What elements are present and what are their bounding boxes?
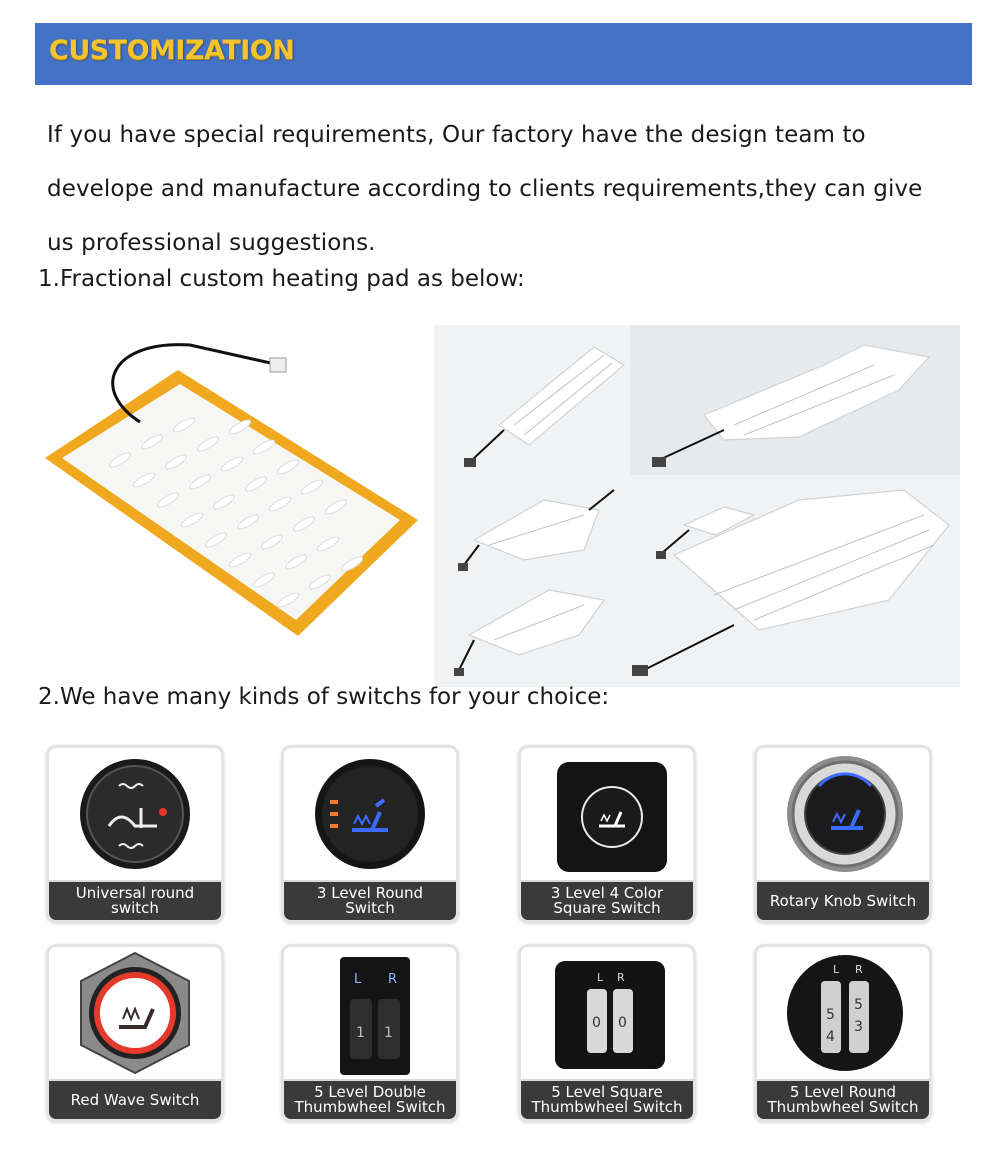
- svg-text:4: 4: [826, 1029, 835, 1045]
- switch-label: 3 Level 4 Color Square Switch: [550, 884, 664, 917]
- svg-text:L: L: [354, 972, 362, 987]
- heating-pad-photo: [40, 330, 425, 650]
- switch-label-bar: [757, 1079, 929, 1119]
- red-wave-switch-icon: [49, 947, 221, 1079]
- switch-label-bar: [521, 1079, 693, 1119]
- intro-line: If you have special requirements, Our factory have the design team to: [47, 122, 866, 148]
- switch-label: 5 Level Round Thumbwheel Switch: [767, 1083, 919, 1116]
- switch-card-3-level-round: [281, 745, 459, 923]
- intro-paragraph: [47, 108, 982, 270]
- switch-card-5-level-double-thumbwheel: [281, 944, 459, 1122]
- switch-card-rotary-knob: [754, 745, 932, 923]
- switch-label-bar: [49, 880, 221, 920]
- svg-text:3: 3: [854, 1019, 863, 1035]
- svg-text:R: R: [617, 971, 625, 984]
- section-banner: [35, 23, 972, 85]
- switch-label-bar: [284, 880, 456, 920]
- square-thumbwheel-icon: [521, 947, 693, 1079]
- switch-card-5-level-round-thumbwheel: [754, 944, 932, 1122]
- section-heading-heating-pads: 1.Fractional custom heating pad as below:: [38, 266, 525, 292]
- 3-level-round-switch-icon: [284, 748, 456, 880]
- switch-card-red-wave: [46, 944, 224, 1122]
- svg-text:L: L: [597, 971, 604, 984]
- switch-label-bar: [49, 1079, 221, 1119]
- switch-label: Universal round switch: [75, 884, 195, 917]
- banner-title: CUSTOMIZATION: [49, 35, 295, 66]
- svg-text:0: 0: [592, 1015, 601, 1031]
- switch-label: 5 Level Square Thumbwheel Switch: [531, 1083, 683, 1116]
- custom-heating-pad-shapes: [434, 325, 960, 687]
- switch-label-bar: [284, 1079, 456, 1119]
- svg-text:1: 1: [384, 1025, 393, 1041]
- svg-text:0: 0: [618, 1015, 627, 1031]
- switch-label: 5 Level Double Thumbwheel Switch: [294, 1083, 446, 1116]
- universal-round-switch-icon: [49, 748, 221, 880]
- switch-label: 3 Level Round Switch: [316, 884, 424, 917]
- svg-text:1: 1: [356, 1025, 365, 1041]
- switch-label: Rotary Knob Switch: [769, 891, 917, 910]
- switch-card-3-level-4-color-square: [518, 745, 696, 923]
- double-thumbwheel-icon: [284, 947, 456, 1079]
- switch-label-bar: [521, 880, 693, 920]
- section-heading-switches: 2.We have many kinds of switchs for your choice:: [38, 684, 610, 710]
- intro-line: us professional suggestions.: [47, 230, 376, 256]
- switch-label: Red Wave Switch: [70, 1090, 200, 1109]
- switch-card-5-level-square-thumbwheel: [518, 944, 696, 1122]
- intro-line: develope and manufacture according to clients requirements,they can give: [47, 176, 923, 202]
- svg-text:5: 5: [854, 997, 863, 1013]
- svg-text:L: L: [833, 963, 840, 976]
- square-switch-icon: [521, 748, 693, 880]
- switch-card-universal-round: [46, 745, 224, 923]
- round-thumbwheel-icon: [757, 947, 929, 1079]
- svg-text:R: R: [855, 963, 863, 976]
- svg-text:R: R: [388, 972, 398, 987]
- rotary-knob-icon: [757, 748, 929, 880]
- svg-text:5: 5: [826, 1007, 835, 1023]
- switch-label-bar: [757, 880, 929, 920]
